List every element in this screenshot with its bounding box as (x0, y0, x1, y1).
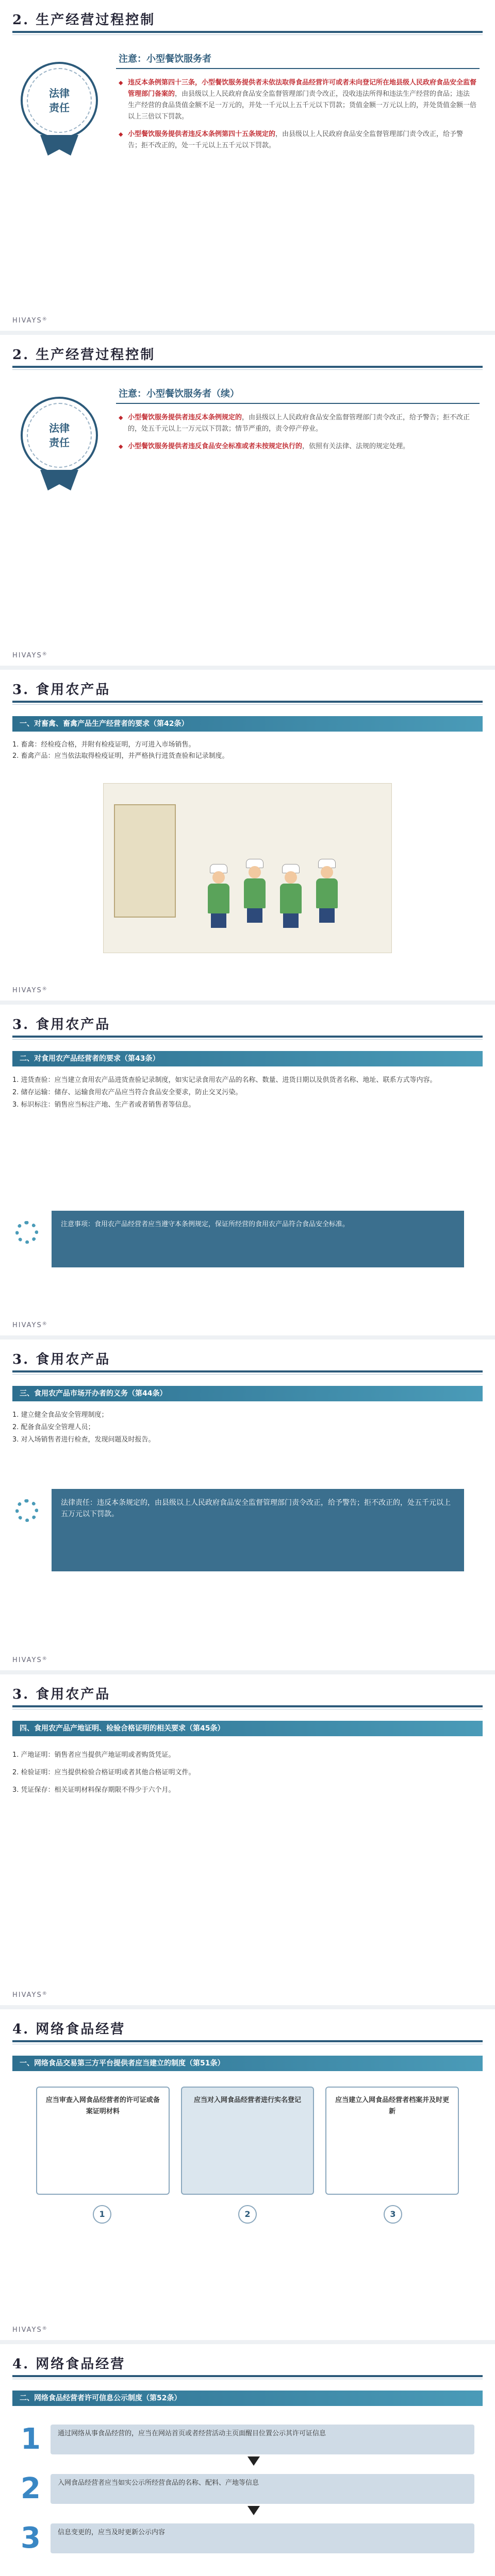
list-item: 2. 检验证明：应当提供检验合格证明或者其他合格证明文件。 (12, 1769, 195, 1776)
section-title: 3. 食用农产品 (12, 1352, 111, 1367)
brand-logo: HIVAYS® (12, 987, 48, 994)
title-rule (12, 31, 483, 33)
legal-callout: 法律责任：违反本条规定的，由县级以上人民政府食品安全监督管理部门责令改正，给予警告；拒不改正的，处五千元以上五万元以下罚款。 (52, 1489, 464, 1571)
title-rule (12, 1036, 483, 1038)
inspector-icon (315, 866, 339, 923)
down-arrow-icon (248, 2456, 260, 2466)
inspector-icon (207, 871, 230, 928)
slide-3 (0, 670, 495, 1005)
column-number-2: 2 (238, 2205, 257, 2224)
legal-responsibility-seal (21, 62, 98, 139)
section-title: 4. 网络食品经营 (12, 2022, 126, 2037)
bullet-item: ◆ 小型餐饮服务提供者违反本条例第四十五条规定的，由县级以上人民政府食品安全监督管理部门责令改正，给予警告；拒不改正的，处一千元以上五千元以下罚款。 (119, 129, 476, 151)
section-band: 三、食用农产品市场开办者的义务（第44条） (12, 1386, 483, 1401)
step-flow (21, 2421, 474, 2570)
slide-2 (0, 335, 495, 670)
column-number-1: 1 (93, 2205, 111, 2224)
section-title: 2. 生产经营过程控制 (12, 12, 156, 28)
note-heading: 注意：小型餐饮服务者（续） (119, 388, 239, 399)
note-heading: 注意：小型餐饮服务者 (119, 54, 211, 64)
note-rule (116, 68, 480, 69)
gate-icon (114, 804, 176, 918)
item-list (12, 1747, 483, 1799)
slide-8 (0, 2344, 495, 2576)
bullet-item: ◆ 小型餐饮服务提供者违反本条例规定的，由县级以上人民政府食品安全监督管理部门责令改正，给予警告；拒不改正的，处五千元以上一万元以下罚款；情节严重的，责令停产停业。 (119, 412, 476, 435)
list-item: 3. 标识标注：销售应当标注产地、生产者或者销售者等信息。 (12, 1101, 195, 1109)
brand-logo: HIVAYS® (12, 1991, 48, 1999)
list-item: 3. 凭证保存：相关证明材料保存期限不得少于六个月。 (12, 1786, 175, 1794)
section-title: 4. 网络食品经营 (12, 2357, 126, 2372)
notice-callout: 注意事项：食用农产品经营者应当遵守本条例规定，保证所经营的食用农产品符合食品安全标准。 (52, 1211, 464, 1267)
brand-logo: HIVAYS® (12, 1656, 48, 1664)
requirement-column: 应当建立入网食品经营者档案并及时更新 (325, 2087, 459, 2195)
section-title: 3. 食用农产品 (12, 682, 111, 698)
column-number-3: 3 (384, 2205, 402, 2224)
requirement-column: 应当对入网食品经营者进行实名登记 (181, 2087, 315, 2195)
brand-logo: HIVAYS® (12, 2326, 48, 2334)
bullet-item: ◆ 小型餐饮服务提供者违反食品安全标准或者未按规定执行的，依照有关法律、法规的规定处理。 (119, 441, 476, 452)
slide-6 (0, 1674, 495, 2009)
seal-text: 法律 责任 (49, 87, 70, 114)
gear-icon (15, 1499, 38, 1522)
step-item: 2 入网食品经营者应当如实公示所经营食品的名称、配料、产地等信息 (21, 2471, 474, 2507)
brand-logo: HIVAYS® (12, 1321, 48, 1329)
seal-text: 法律 责任 (49, 422, 70, 449)
title-rule (12, 1370, 483, 1372)
list-item: 1. 进货查验：应当建立食用农产品进货查验记录制度，如实记录食用农产品的名称、数量、进货日期以及供货者名称、地址、联系方式等内容。 (12, 1076, 437, 1084)
inspection-illustration (103, 783, 392, 953)
list-item: 2. 配备食品安全管理人员； (12, 1423, 95, 1431)
list-item: 2. 储存运输：储存、运输食用农产品应当符合食品安全要求，防止交叉污染。 (12, 1089, 242, 1096)
item-list (12, 1409, 483, 1446)
bullet-list (119, 77, 476, 158)
brand-logo: HIVAYS® (12, 652, 48, 659)
brand-logo: HIVAYS® (12, 317, 48, 325)
title-rule (12, 1705, 483, 1707)
legal-responsibility-seal (21, 397, 98, 474)
section-band: 一、对畜禽、畜禽产品生产经营者的要求（第42条） (12, 716, 483, 732)
slide-7 (0, 2009, 495, 2344)
requirement-columns (36, 2087, 459, 2195)
slide-5 (0, 1340, 495, 1674)
bullet-item: ◆ 违反本条例第四十三条，小型餐饮服务提供者未依法取得食品经营许可或者未向登记所在地县级人民政府食品安全监督管理部门备案的，由县级以上人民政府食品安全监督管理部门责令改正，没收违法所得和违法生产经营的食品；违法生产经营的食品货值金额不足一万元的，并处一千元以上五千元以下罚款；货值金额一万元以上的，并处货值金额一倍以上三倍以下罚款。 (119, 77, 476, 123)
slide-4 (0, 1005, 495, 1340)
section-band: 四、食用农产品产地证明、检验合格证明的相关要求（第45条） (12, 1721, 483, 1736)
title-rule (12, 701, 483, 703)
title-rule (12, 2040, 483, 2042)
section-title: 3. 食用农产品 (12, 1687, 111, 1702)
requirement-column: 应当审查入网食品经营者的许可证或备案证明材料 (36, 2087, 170, 2195)
list-item: 1. 产地证明：销售者应当提供产地证明或者购货凭证。 (12, 1751, 175, 1759)
seal-ribbon-icon (40, 135, 78, 156)
section-band: 一、网络食品交易第三方平台提供者应当建立的制度（第51条） (12, 2056, 483, 2071)
body-text: 1. 畜禽：经检疫合格，并附有检疫证明，方可进入市场销售。 2. 畜禽产品：应当依法取得检疫证明，并严格执行进货查验和记录制度。 (12, 741, 229, 760)
bullet-list (119, 412, 476, 459)
title-rule (12, 2375, 483, 2377)
seal-ribbon-icon (40, 470, 78, 490)
section-band: 二、网络食品经营者许可信息公示制度（第52条） (12, 2391, 483, 2406)
down-arrow-icon (248, 2506, 260, 2515)
section-band: 二、对食用农产品经营者的要求（第43条） (12, 1051, 483, 1066)
gear-icon (15, 1221, 38, 1244)
slide-1 (0, 0, 495, 335)
step-item: 1 通过网络从事食品经营的，应当在网站首页或者经营活动主页面醒目位置公示其许可证信息 (21, 2421, 474, 2458)
inspector-icon (279, 871, 303, 928)
section-title: 3. 食用农产品 (12, 1017, 111, 1032)
note-rule (116, 403, 480, 404)
item-list (12, 1074, 483, 1111)
inspector-icon (243, 866, 267, 923)
step-item: 3 信息变更的，应当及时更新公示内容 (21, 2520, 474, 2556)
title-rule (12, 366, 483, 368)
list-item: 3. 对入场销售者进行检查，发现问题及时报告。 (12, 1436, 155, 1444)
list-item: 1. 建立健全食品安全管理制度； (12, 1411, 108, 1419)
section-title: 2. 生产经营过程控制 (12, 347, 156, 363)
